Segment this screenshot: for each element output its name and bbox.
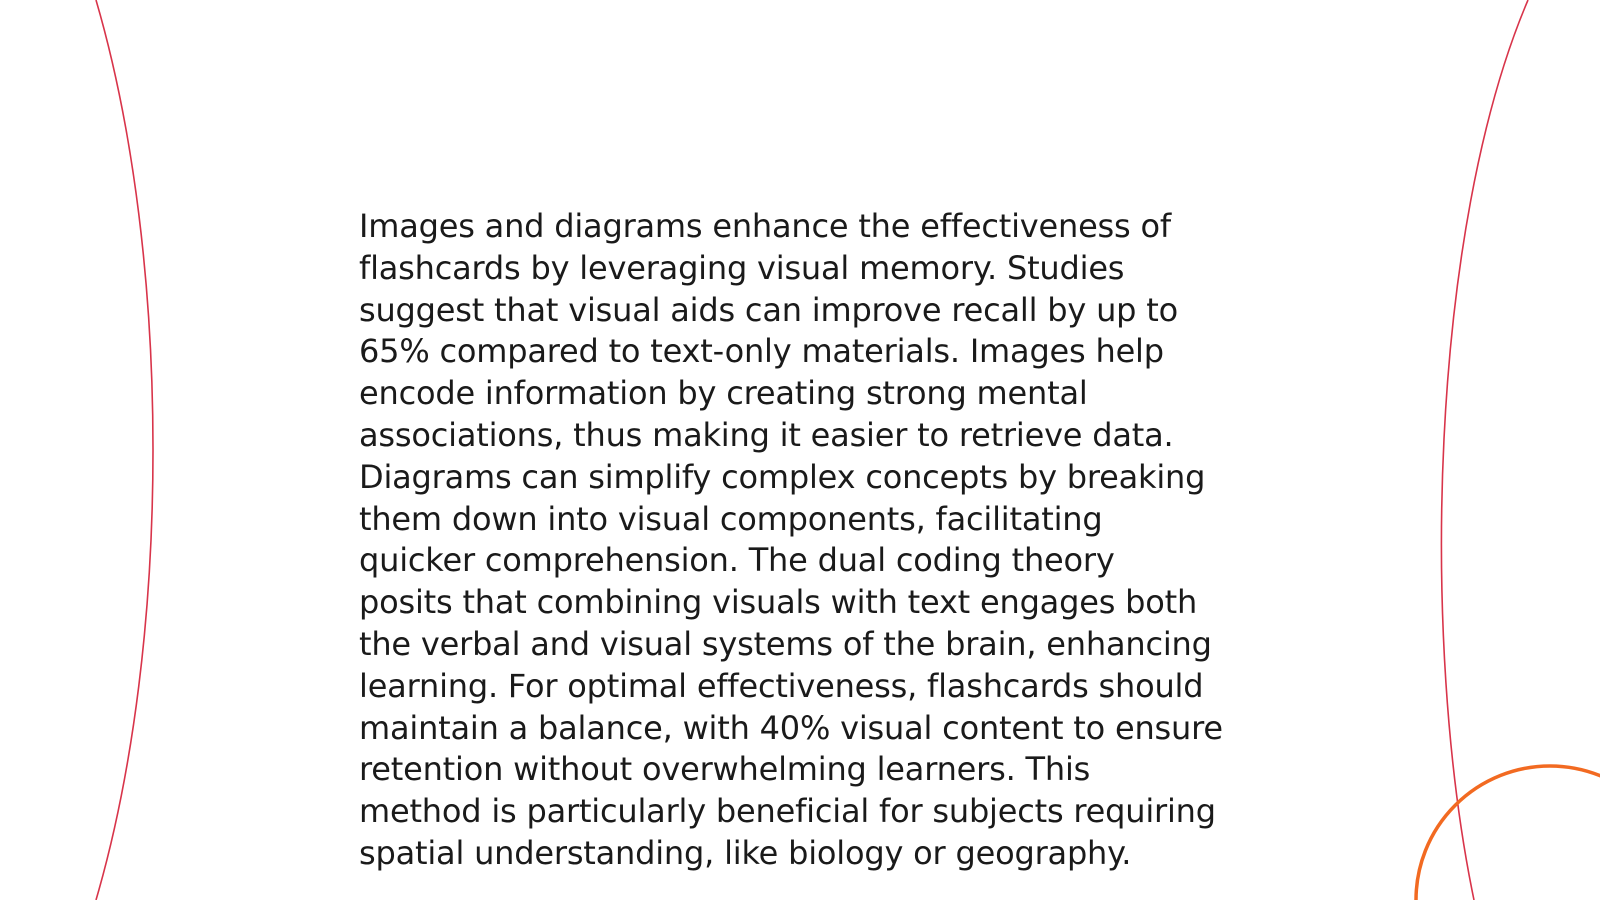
slide-body-text: Images and diagrams enhance the effectiveness of flashcards by leveraging visual memory. Studies suggest that visual aids can improve recall by up to 65% compared to text-only materials. Images help encode information by creating strong mental associations, thus making it easier to retrieve data. Diagrams can simplify complex concepts by breaking them down into visual components, facilitating quicker comprehension. The dual coding theory posits that combining visuals with text engages both the verbal and visual systems of the brain, enhancing learning. For optimal effectiveness, flashcards should maintain a balance, with 40% visual content to ensure retention without overwhelming learners. This method is particularly beneficial for subjects requiring spatial understanding, like biology or geography.: [359, 207, 1223, 872]
left-curve-line: [96, 0, 153, 900]
orange-circle-decoration: [1416, 766, 1600, 900]
right-curve-line: [1441, 0, 1528, 900]
